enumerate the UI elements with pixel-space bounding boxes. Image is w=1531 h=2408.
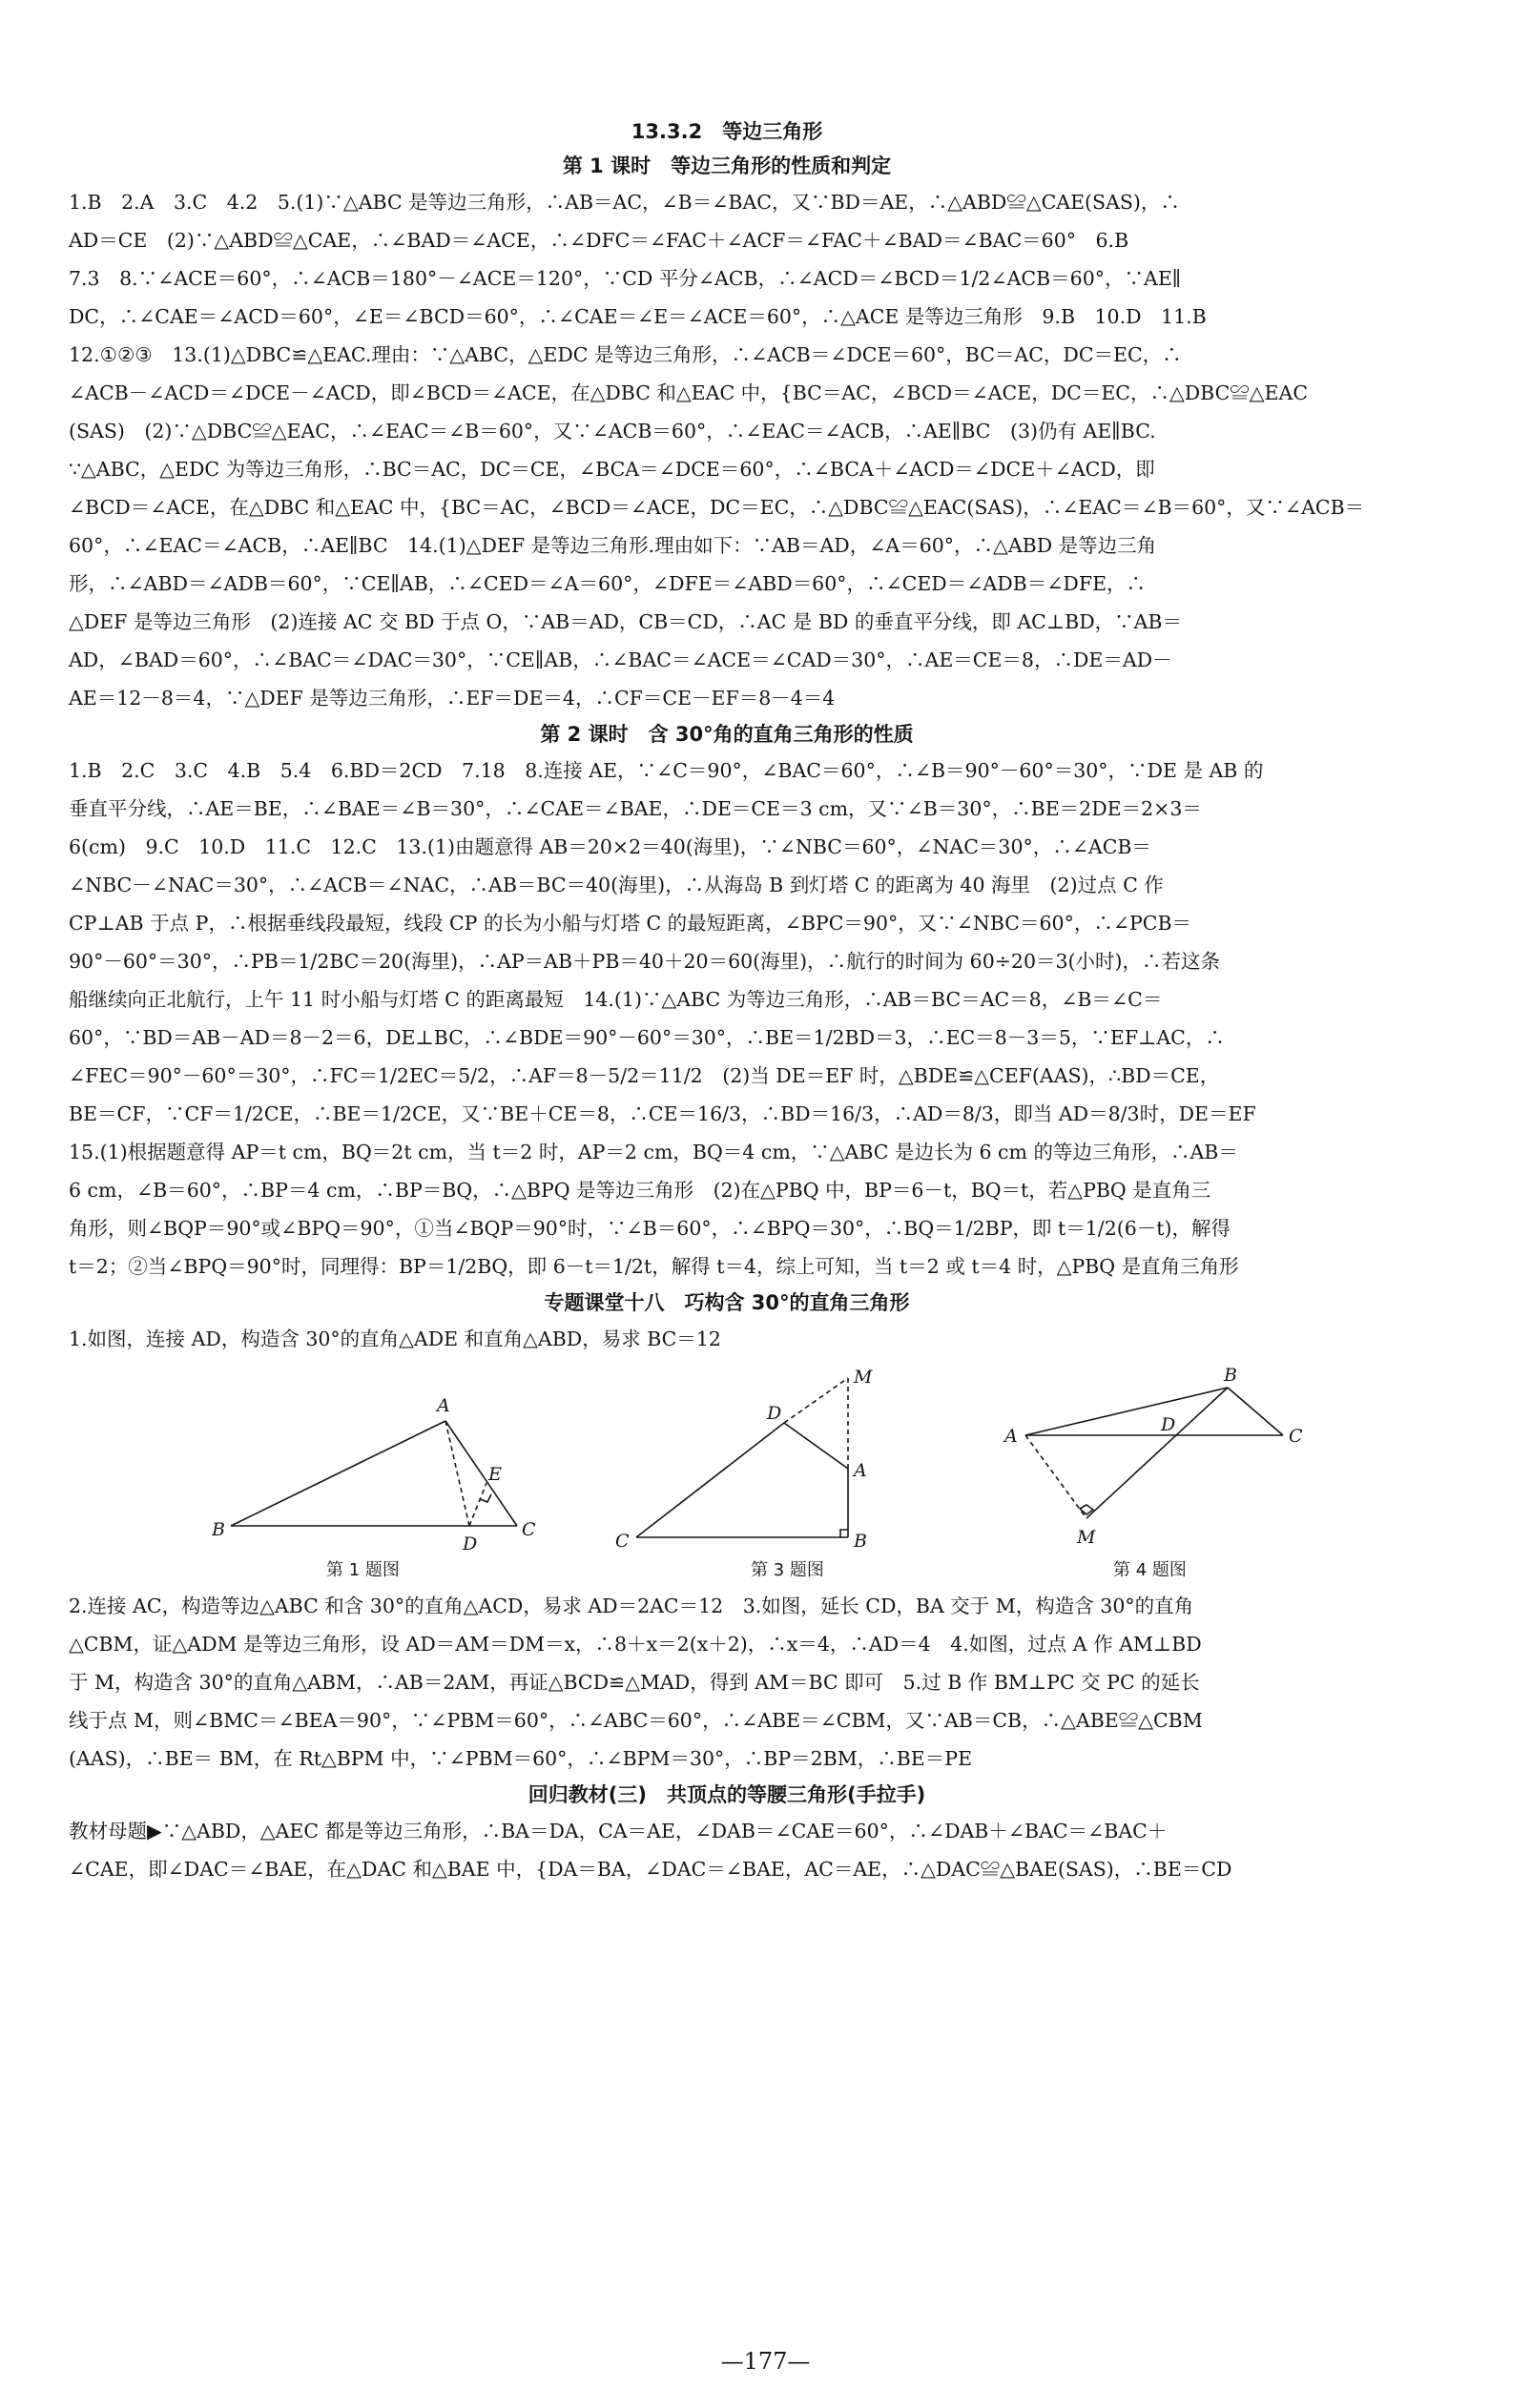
text-line: ∵△ABC，△EDC 为等边三角形，∴BC＝AC，DC＝CE，∠BCA＝∠DCE＝60°，∴∠BCA＋∠ACD＝∠DCE＋∠ACD，即 (69, 458, 1155, 481)
text-line: 15.(1)根据题意得 AP＝t cm，BQ＝2t cm，当 t＝2 时，AP＝2 cm，BQ＝4 cm，∵△ABC 是边长为 6 cm 的等边三角形，∴AB＝ (69, 1141, 1238, 1163)
text-line: DC，∴∠CAE＝∠ACD＝60°，∠E＝∠BCD＝60°，∴∠CAE＝∠E＝∠ACE＝60°，∴△ACE 是等边三角形 9.B 10.D 11.B (69, 305, 1207, 328)
text-line: 1.B 2.A 3.C 4.2 5.(1)∵△ABC 是等边三角形，∴AB＝AC，∠B＝∠BAC，又∵BD＝AE，∴△ABD≌△CAE(SAS)，∴ (69, 191, 1180, 214)
text-line: 12.①②③ 13.(1)△DBC≌△EAC.理由：∵△ABC，△EDC 是等边三角形，∴∠ACB＝∠DCE＝60°，BC＝AC，DC＝EC，∴ (69, 343, 1182, 366)
figure-row (69, 1364, 1385, 1583)
text-line: 2.连接 AC，构造等边△ABC 和含 30°的直角△ACD，易求 AD＝2AC＝12 3.如图，延长 CD，BA 交于 M，构造含 30°的直角 (69, 1595, 1194, 1617)
figure-1 (212, 1364, 536, 1580)
figure-4-caption: 第 4 题图 (1113, 1560, 1187, 1580)
label-c: C (615, 1531, 630, 1552)
label-m: M (854, 1367, 873, 1388)
label-b: B (1224, 1365, 1237, 1386)
text-line: 60°，∵BD＝AB－AD＝8－2＝6，DE⊥BC，∴∠BDE＝90°－60°＝30°，∴BE＝1/2BD＝3，∴EC＝8－3＝5，∵EF⊥AC，∴ (69, 1026, 1225, 1049)
label-d: D (463, 1533, 478, 1554)
label-a: A (854, 1460, 867, 1481)
review-title: 回归教材(三) 共顶点的等腰三角形(手拉手) (528, 1783, 926, 1806)
answer-page (69, 114, 1385, 1888)
figure-3-caption: 第 3 题图 (751, 1560, 824, 1580)
text-line: 形，∴∠ABD＝∠ADB＝60°，∵CE∥AB，∴∠CED＝∠A＝60°，∠DFE＝∠ABD＝60°，∴∠CED＝∠ADB＝∠DFE，∴ (69, 572, 1147, 595)
section-title: 13.3.2 等边三角形 (631, 120, 823, 143)
lesson1-body (69, 183, 1385, 717)
segment-ba (231, 1421, 445, 1526)
text-line: CP⊥AB 于点 P，∴根据垂线段最短，线段 CP 的长为小船与灯塔 C 的最短距离，∠BPC＝90°，又∵∠NBC＝60°，∴∠PCB＝ (69, 912, 1192, 935)
label-e: E (488, 1464, 502, 1485)
text-line: 1.如图，连接 AD，构造含 30°的直角△ADE 和直角△ABD，易求 BC＝12 (69, 1327, 721, 1350)
text-line: 90°－60°＝30°，∴PB＝1/2BC＝20(海里)，∴AP＝AB＋PB＝40＋20＝60(海里)，∴航行的时间为 60÷20＝3(小时)，∴若这条 (69, 950, 1221, 973)
text-line: 船继续向正北航行，上午 11 时小船与灯塔 C 的距离最短 14.(1)∵△ABC 为等边三角形，∴AB＝BC＝AC＝8，∠B＝∠C＝ (69, 988, 1163, 1011)
text-line: ∠NBC－∠NAC＝30°，∴∠ACB＝∠NAC，∴AB＝BC＝40(海里)，∴从海岛 B 到灯塔 C 的距离为 40 海里 (2)过点 C 作 (69, 874, 1164, 896)
label-c: C (522, 1519, 536, 1540)
text-line: 教材母题▶∵△ABD，△AEC 都是等边三角形，∴BA＝DA，CA＝AE，∠DAB＝∠CAE＝60°，∴∠DAB＋∠BAC＝∠BAC＋ (69, 1820, 1168, 1842)
text-line: 1.B 2.C 3.C 4.B 5.4 6.BD＝2CD 7.18 8.连接 AE，∵∠C＝90°，∠BAC＝60°，∴∠B＝90°－60°＝30°，∵DE 是 AB 的 (69, 759, 1264, 782)
text-line: 线于点 M，则∠BMC＝∠BEA＝90°，∵∠PBM＝60°，∴∠ABC＝60°，∴∠ABE＝∠CBM，又∵AB＝CB，∴△ABE≌△CBM (69, 1709, 1203, 1732)
page-number: —177— (720, 2348, 811, 2375)
text-line: △DEF 是等边三角形 (2)连接 AC 交 BD 于点 O，∵AB＝AD，CB＝CD，∴AC 是 BD 的垂直平分线，即 AC⊥BD，∵AB＝ (69, 610, 1182, 633)
label-b: B (854, 1531, 867, 1552)
figure-3 (608, 1364, 894, 1580)
text-line: 7.3 8.∵∠ACE＝60°，∴∠ACB＝180°－∠ACE＝120°，∵CD 平分∠ACB，∴∠ACD＝∠BCD＝1/2∠ACB＝60°，∵AE∥ (69, 267, 1182, 290)
text-line: 6(cm) 9.C 10.D 11.C 12.C 13.(1)由题意得 AB＝20×2＝40(海里)，∵∠NBC＝60°，∠NAC＝30°，∴∠ACB＝ (69, 835, 1151, 858)
text-line: ∠ACB－∠ACD＝∠DCE－∠ACD，即∠BCD＝∠ACE，在△DBC 和△EAC 中，{BC＝AC，∠BCD＝∠ACE，DC＝EC，∴△DBC≌△EAC (69, 381, 1309, 404)
text-line: 60°，∴∠EAC＝∠ACB，∴AE∥BC 14.(1)△DEF 是等边三角形.理由如下：∵AB＝AD，∠A＝60°，∴△ABD 是等边三角 (69, 534, 1157, 557)
lesson2-body (69, 751, 1385, 1286)
label-a: A (437, 1395, 450, 1416)
text-line: AD，∠BAD＝60°，∴∠BAC＝∠DAC＝30°，∵CE∥AB，∴∠BAC＝∠ACE＝∠CAD＝30°，∴AE＝CE＝8，∴DE＝AD－ (69, 648, 1172, 671)
figure-1-diagram (212, 1364, 536, 1554)
lesson2-title: 第 2 课时 含 30°角的直角三角形的性质 (540, 723, 914, 746)
label-d: D (767, 1403, 782, 1424)
text-line: BE＝CF，∵CF＝1/2CE，∴BE＝1/2CE，又∵BE＋CE＝8，∴CE＝16/3，∴BD＝16/3，∴AD＝8/3，即当 AD＝8/3时，DE＝EF (69, 1102, 1256, 1125)
topic-title: 专题课堂十八 巧构含 30°的直角三角形 (544, 1291, 910, 1314)
text-line: 角形，则∠BQP＝90°或∠BPQ＝90°，①当∠BQP＝90°时，∵∠B＝60°，∴∠BPQ＝30°，∴BQ＝1/2BP，即 t＝1/2(6－t)，解得 (69, 1217, 1231, 1240)
text-line: ∠FEC＝90°－60°＝30°，∴FC＝1/2EC＝5/2，∴AF＝8－5/2＝11/2 (2)当 DE＝EF 时，△BDE≌△CEF(AAS)，∴BD＝CE， (69, 1064, 1220, 1087)
label-b: B (212, 1519, 225, 1540)
text-line: (SAS) (2)∵△DBC≌△EAC，∴∠EAC＝∠B＝60°，又∵∠ACB＝60°，∴∠EAC＝∠ACB，∴AE∥BC (3)仍有 AE∥BC. (69, 420, 1156, 442)
text-line: AD＝CE (2)∵△ABD≌△CAE，∴∠BAD＝∠ACE，∴∠DFC＝∠FAC＋∠ACF＝∠FAC＋∠BAD＝∠BAC＝60° 6.B (69, 229, 1129, 252)
text-line: ∠BCD＝∠ACE，在△DBC 和△EAC 中，{BC＝AC，∠BCD＝∠ACE，DC＝EC，∴△DBC≌△EAC(SAS)，∴∠EAC＝∠B＝60°，又∵∠ACB＝ (69, 496, 1365, 519)
figure-4 (999, 1364, 1323, 1580)
text-line: (AAS)，∴BE＝ BM，在 Rt△BPM 中，∵∠PBM＝60°，∴∠BPM＝30°，∴BP＝2BM，∴BE＝PE (69, 1747, 973, 1770)
label-a: A (1004, 1426, 1018, 1447)
text-line: ∠CAE，即∠DAC＝∠BAE，在△DAC 和△BAE 中，{DA＝BA，∠DAC＝∠BAE，AC＝AE，∴△DAC≌△BAE(SAS)，∴BE＝CD (69, 1858, 1232, 1881)
lesson1-title: 第 1 课时 等边三角形的性质和判定 (562, 154, 892, 177)
label-d: D (1161, 1414, 1176, 1435)
figure-1-caption: 第 1 题图 (326, 1560, 400, 1580)
figure-4-diagram (999, 1364, 1323, 1554)
label-c: C (1289, 1426, 1303, 1447)
review-body (69, 1812, 1385, 1888)
text-line: △CBM，证△ADM 是等边三角形，设 AD＝AM＝DM＝x，∴8＋x＝2(x＋2)，∴x＝4，∴AD＝4 4.如图，过点 A 作 AM⊥BD (69, 1633, 1202, 1656)
text-line: t＝2；②当∠BPQ＝90°时，同理得：BP＝1/2BQ，即 6－t＝1/2t，解得 t＝4，综上可知，当 t＝2 或 t＝4 时，△PBQ 是直角三角形 (69, 1255, 1239, 1278)
label-m: M (1077, 1527, 1096, 1548)
text-line: 于 M，构造含 30°的直角△ABM，∴AB＝2AM，再证△BCD≌△MAD，得到 AM＝BC 即可 5.过 B 作 BM⊥PC 交 PC 的延长 (69, 1671, 1200, 1694)
text-line: 6 cm，∠B＝60°，∴BP＝4 cm，∴BP＝BQ，∴△BPQ 是等边三角形 (2)在△PBQ 中，BP＝6－t，BQ＝t，若△PBQ 是直角三 (69, 1179, 1211, 1202)
text-line: AE＝12－8＝4，∵△DEF 是等边三角形，∴EF＝DE＝4，∴CF＝CE－EF＝8－4＝4 (69, 687, 836, 710)
topic-body (69, 1587, 1385, 1778)
text-line: 垂直平分线，∴AE＝BE，∴∠BAE＝∠B＝30°，∴∠CAE＝∠BAE，∴DE＝CE＝3 cm，又∵∠B＝30°，∴BE＝2DE＝2×3＝ (69, 797, 1202, 820)
figure-3-diagram (608, 1364, 894, 1554)
